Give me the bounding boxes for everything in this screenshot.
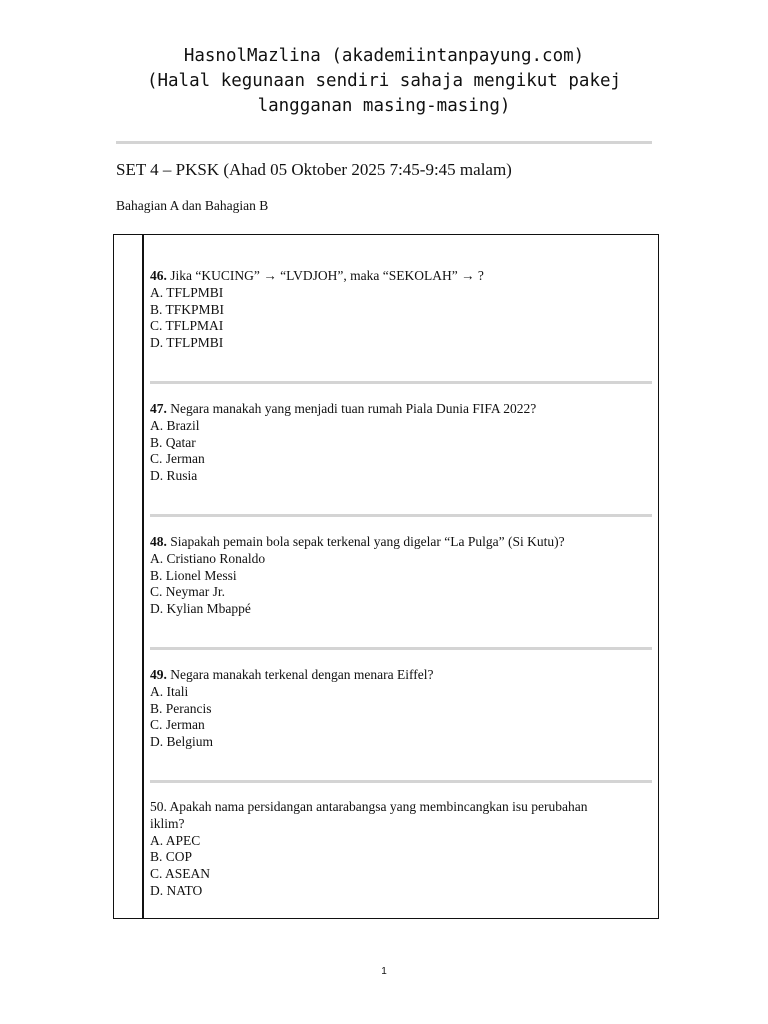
option-b: B. COP bbox=[150, 849, 193, 865]
question-text: Apakah nama persidangan antarabangsa yang membincangkan isu perubahan iklim? bbox=[150, 799, 588, 831]
header-line-3: langganan masing-masing) bbox=[257, 96, 511, 116]
question-text: Jika “KUCING” → “LVDJOH”, maka “SEKOLAH” → ? bbox=[166, 268, 484, 283]
question-stem bbox=[150, 799, 600, 833]
page-number: 1 bbox=[381, 966, 387, 977]
question-49 bbox=[150, 667, 630, 751]
header-divider bbox=[116, 141, 652, 144]
question-box-margin-line bbox=[142, 235, 144, 918]
option-a: A. Itali bbox=[150, 683, 189, 699]
option-d: D. Kylian Mbappé bbox=[150, 601, 251, 617]
option-a: A. TFLPMBI bbox=[150, 284, 224, 300]
question-number: 50. bbox=[150, 799, 167, 814]
question-number: 48. bbox=[150, 534, 167, 549]
option-c: C. Jerman bbox=[150, 451, 205, 467]
option-d: D. TFLPMBI bbox=[150, 335, 224, 351]
question-divider bbox=[150, 381, 652, 384]
question-text: Negara manakah yang menjadi tuan rumah Piala Dunia FIFA 2022? bbox=[166, 401, 537, 416]
question-box bbox=[113, 234, 659, 919]
question-divider bbox=[150, 780, 652, 783]
option-c: C. ASEAN bbox=[150, 866, 211, 882]
question-stem bbox=[150, 667, 630, 684]
question-text: Siapakah pemain bola sepak terkenal yang digelar “La Pulga” (Si Kutu)? bbox=[166, 534, 565, 549]
question-47 bbox=[150, 401, 630, 485]
set-title: SET 4 – PKSK (Ahad 05 Oktober 2025 7:45-9:45 malam) bbox=[116, 160, 512, 179]
question-text: Negara manakah terkenal dengan menara Eiffel? bbox=[166, 667, 434, 682]
option-d: D. Rusia bbox=[150, 468, 198, 484]
option-c: C. TFLPMAI bbox=[150, 318, 224, 334]
section-subtitle: Bahagian A dan Bahagian B bbox=[116, 198, 269, 213]
option-b: B. Qatar bbox=[150, 434, 196, 450]
option-d: D. Belgium bbox=[150, 734, 213, 750]
option-b: B. TFKPMBI bbox=[150, 301, 225, 317]
question-stem bbox=[150, 401, 630, 418]
question-stem bbox=[150, 534, 630, 551]
question-48 bbox=[150, 534, 630, 618]
option-c: C. Jerman bbox=[150, 717, 205, 733]
question-divider bbox=[150, 514, 652, 517]
option-a: A. Cristiano Ronaldo bbox=[150, 550, 266, 566]
question-50 bbox=[150, 799, 600, 900]
document-header bbox=[0, 44, 768, 119]
question-divider bbox=[150, 647, 652, 650]
option-a: A. Brazil bbox=[150, 417, 200, 433]
question-number: 47. bbox=[150, 401, 167, 416]
option-c: C. Neymar Jr. bbox=[150, 584, 225, 600]
question-stem bbox=[150, 268, 630, 285]
question-number: 46. bbox=[150, 268, 167, 283]
question-46 bbox=[150, 268, 630, 352]
option-b: B. Lionel Messi bbox=[150, 567, 237, 583]
header-line-1: HasnolMazlina (akademiintanpayung.com) bbox=[183, 46, 585, 66]
option-a: A. APEC bbox=[150, 832, 201, 848]
option-b: B. Perancis bbox=[150, 700, 212, 716]
header-line-2: (Halal kegunaan sendiri sahaja mengikut pakej bbox=[146, 71, 622, 91]
question-number: 49. bbox=[150, 667, 167, 682]
option-d: D. NATO bbox=[150, 882, 203, 898]
